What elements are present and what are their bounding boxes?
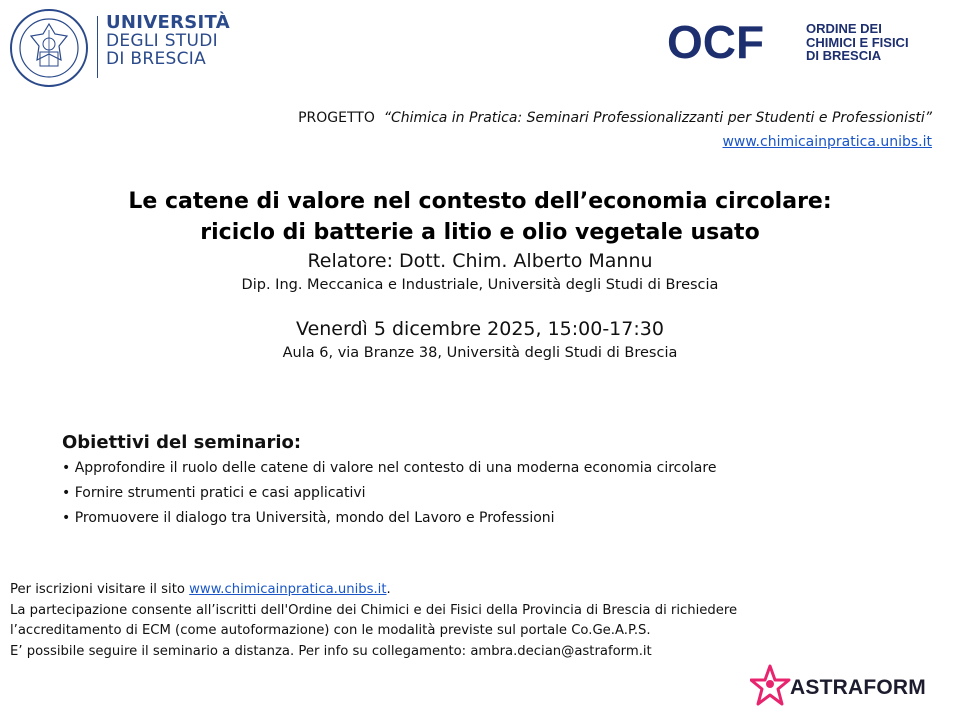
ocf-line-2: CHIMICI E FISICI (806, 34, 909, 50)
project-website-link[interactable]: www.chimicainpratica.unibs.it (722, 134, 932, 150)
objective-item: • Fornire strumenti pratici e casi applicativi (62, 485, 366, 501)
objectives-heading: Obiettivi del seminario: (62, 432, 302, 453)
registration-suffix: . (386, 582, 391, 597)
objective-item: • Approfondire il ruolo delle catene di valore nel contesto di una moderna economia circolare (62, 460, 717, 476)
unibs-wordmark (106, 14, 230, 68)
unibs-logo-divider (97, 16, 98, 78)
registration-line-1 (10, 580, 737, 601)
astraform-wordmark: ASTRAFORM (790, 676, 926, 699)
project-line (298, 110, 932, 126)
seminar-date: Venerdì 5 dicembre 2025, 15:00-17:30 (296, 318, 664, 340)
ocf-wordmark (806, 22, 909, 63)
objective-item: • Promuovere il dialogo tra Università, mondo del Lavoro e Professioni (62, 510, 555, 526)
astraform-star-icon (751, 666, 789, 704)
registration-prefix: Per iscrizioni visitare il sito (10, 582, 190, 597)
seminar-location: Aula 6, via Branze 38, Università degli Studi di Brescia (282, 345, 678, 361)
accreditation-line-2: l’accreditamento di ECM (come autoformazione) con le modalità previste sul portale Co.Ge.A.P.S. (10, 623, 651, 638)
remote-info-line: E’ possibile seguire il seminario a distanza. Per info su collegamento: ambra.decian@astraform.it (10, 643, 652, 659)
ocf-line-3: DI BRESCIA (806, 48, 882, 63)
registration-link[interactable]: www.chimicainpratica.unibs.it (189, 582, 387, 597)
ocf-line-1: ORDINE DEI (806, 21, 882, 36)
unibs-line-1: UNIVERSITÀ (106, 12, 230, 33)
unibs-seal-logo (9, 8, 89, 88)
seminar-header (0, 186, 960, 364)
unibs-line-2: DEGLI STUDI (106, 31, 218, 51)
ocf-logo (667, 20, 797, 62)
project-title: “Chimica in Pratica: Seminari Professionalizzanti per Studenti e Professionisti” (383, 110, 932, 126)
objectives-section (62, 430, 716, 531)
accreditation-line-1: La partecipazione consente all’iscritti dell'Ordine dei Chimici e dei Fisici della Provincia di Brescia di richiedere (10, 602, 738, 618)
project-prefix: PROGETTO (298, 110, 375, 126)
ocf-letters: OCF (667, 20, 765, 62)
registration-info (10, 580, 737, 662)
unibs-line-3: DI BRESCIA (106, 49, 207, 69)
seminar-title-line-1: Le catene di valore nel contesto dell’economia circolare: (128, 189, 832, 214)
speaker-affiliation: Dip. Ing. Meccanica e Industriale, Università degli Studi di Brescia (241, 277, 719, 293)
seminar-title-line-2: riciclo di batterie a litio e olio vegetale usato (200, 220, 760, 245)
seminar-speaker: Relatore: Dott. Chim. Alberto Mannu (307, 250, 653, 272)
